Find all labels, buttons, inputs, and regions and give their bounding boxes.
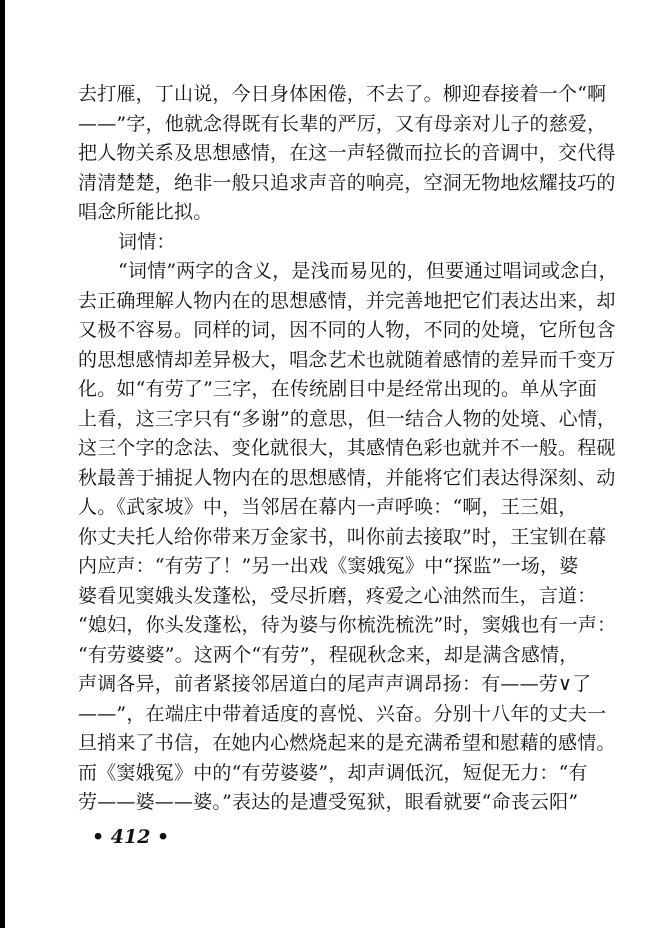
page-number: • 412 • [92,826,170,848]
text-line: 秋最善于捕捉人物内在的思想感情，并能将它们表达得深刻、动 [78,466,616,489]
section-heading: 词情： [118,230,176,253]
text-line: 化。如“有劳了”三字，在传统剧目中是经常出现的。单从字面 [78,378,598,400]
text-line: 把人物关系及思想感情，在这一声轻微而拉长的音调中，交代得 [78,142,616,164]
text-line: 去打雁，丁山说，今日身体困倦，不去了。柳迎春接着一个“啊 [78,83,607,105]
text-line: 这三个字的念法、变化就很大，其感情色彩也就并不一般。程砚 [78,437,616,459]
text-line: “媳妇，你头发蓬松，待为婆与你梳洗梳洗”时，窦娥也有一声： [78,614,617,636]
text-line: 又极不容易。同样的词，因不同的人物，不同的处境，它所包含 [78,319,616,341]
page-body [78,82,618,820]
text-line: 劳——婆——婆。”表达的是遭受冤狱，眼看就要“命丧云阳” [78,791,579,813]
text-line: ——”字，他就念得既有长辈的严厉，又有母亲对儿子的慈爱， [78,112,607,135]
page-edge-border [0,0,5,928]
text-line: 去正确理解人物内在的思想感情，并完善地把它们表达出来，却 [78,289,616,312]
text-line: 唱念所能比拟。 [78,201,213,223]
text-line: 你丈夫托人给你带来万金家书，叫你前去接取”时，王宝钏在幕 [78,525,607,548]
paragraph-start: “词情”两字的含义，是浅而易见的，但要通过唱词或念白， [118,260,618,282]
text-line: 上看，这三字只有“多谢”的意思，但一结合人物的处境、心情， [78,407,617,430]
text-line: 旦捎来了书信，在她内心燃烧起来的是充满希望和慰藉的感情。 [78,732,616,754]
text-line: “有劳婆婆”。这两个“有劳”，程砚秋念来，却是满含感情， [78,643,579,666]
text-line: 的思想感情却差异极大，唱念艺术也就随着感情的差异而千变万 [78,348,616,371]
text-line: 婆看见窦娥头发蓬松，受尽折磨，疼爱之心油然而生，言道： [78,584,597,607]
text-line: ——”，在端庄中带着适度的喜悦、兴奋。分别十八年的丈夫一 [78,702,607,725]
text-line: 声调各异，前者紧接邻居道白的尾声声调昂扬：有——劳∨了 [78,673,592,695]
text-line: 人。《武家坡》中，当邻居在幕内一声呼唤：“啊，王三姐， [78,496,578,518]
text-line: 内应声：“有劳了！”另一出戏《窦娥冤》中“探监”一场，婆 [78,555,579,577]
text-line: 而《窦娥冤》中的“有劳婆婆”，却声调低沉，短促无力：“有 [78,761,588,784]
text-line: 清清楚楚，绝非一般只追求声音的响亮，空洞无物地炫耀技巧的 [78,171,616,194]
